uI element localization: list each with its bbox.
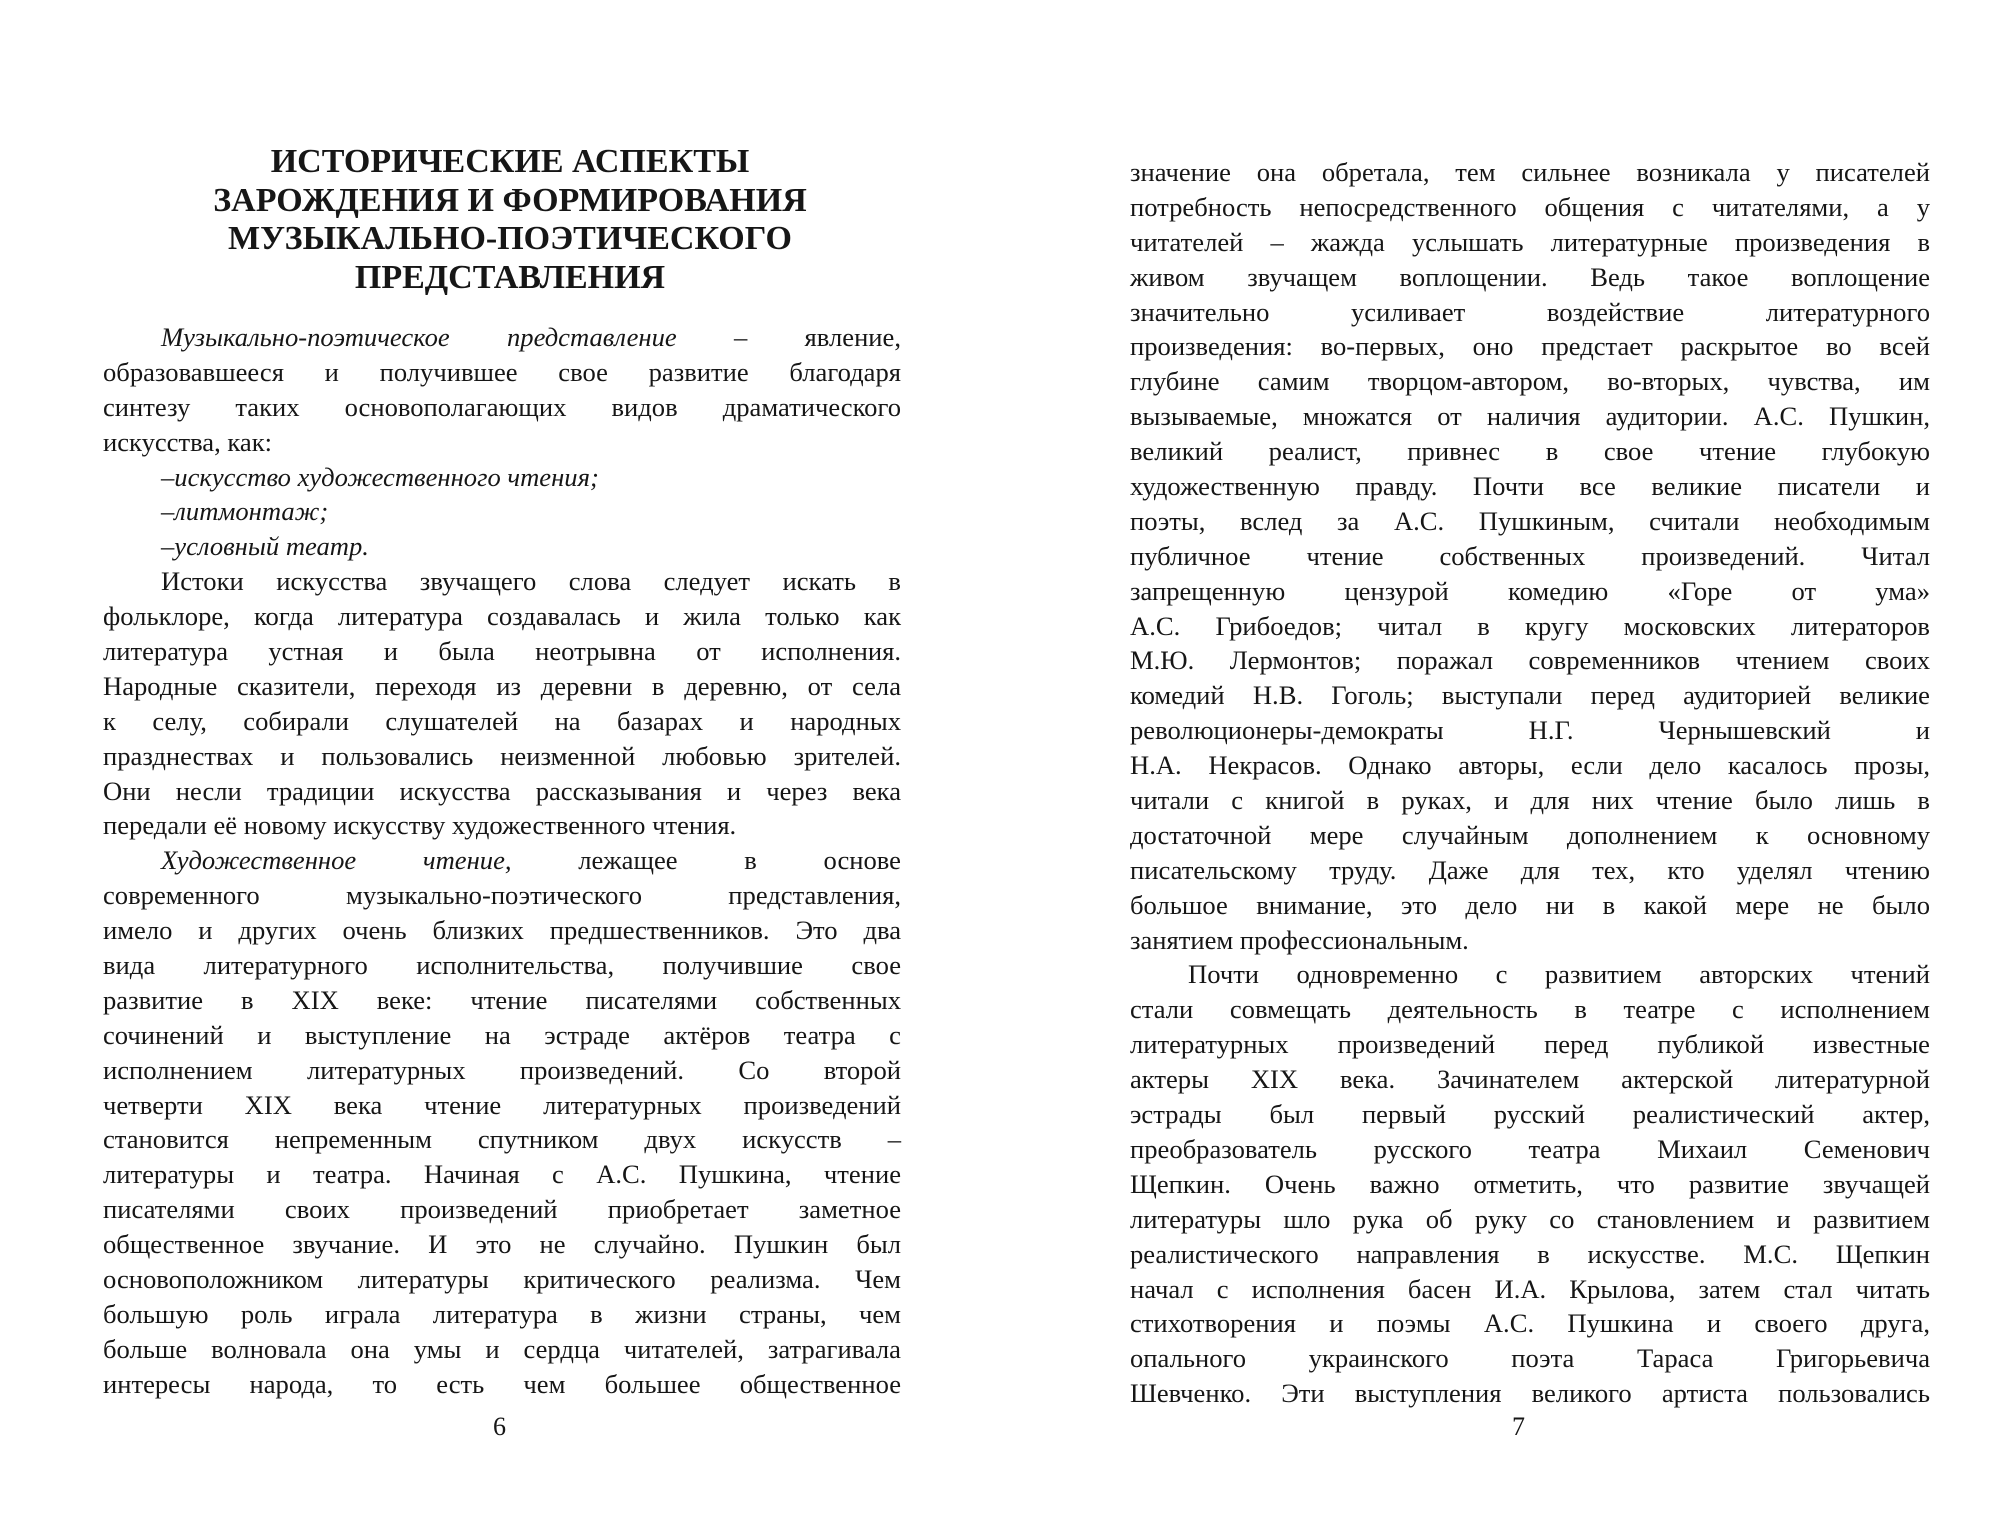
text-line: поэты, вслед за А.С. Пушкиным, считали необходимым [1130,505,1930,536]
list-item: –условный театр. [161,531,369,562]
text-line: имело и других очень близких предшественников. Это два [103,915,901,946]
text-line: литературных произведений перед публикой известные [1130,1029,1930,1060]
term-artistic-reading: Художественное чтение, [161,845,512,876]
term-musical-poetic-performance: Музыкально-поэтическое представление [161,322,677,352]
text-line: достаточной мере случайным дополнением к основному [1130,819,1930,850]
text-line: большую роль играла литература в жизни страны, чем [103,1298,901,1329]
text-line: современного музыкально-поэтического представления, [103,880,901,911]
text-line: сочинений и выступление на эстраде актёров театра с [103,1019,901,1050]
text-line: становится непременным спутником двух искусств – [103,1124,901,1155]
text-line: реалистического направления в искусстве. М.С. Щепкин [1130,1238,1930,1269]
list-item: –искусство художественного чтения; [161,461,599,492]
text-line: Почти одновременно с развитием авторских чтений [1188,959,1930,990]
text-line: Н.А. Некрасов. Однако авторы, если дело касалось прозы, [1130,750,1930,781]
text-line: актеры XIX века. Зачинателем актерской литературной [1130,1064,1930,1095]
text-line: большое внимание, это дело ни в какой мере не было [1130,889,1930,920]
text-line: интересы народа, то есть чем большее общественное [103,1368,901,1399]
title-line: МУЗЫКАЛЬНО-ПОЭТИЧЕСКОГО [228,220,792,257]
text-line: Они несли традиции искусства рассказывания и через века [103,775,901,806]
text-line: литературы и театра. Начиная с А.С. Пушкина, чтение [103,1159,901,1190]
title-line: ПРЕДСТАВЛЕНИЯ [354,258,666,296]
text-line: преобразователь русского театра Михаил Семенович [1130,1133,1930,1164]
text-line: А.С. Грибоедов; читал в кругу московских литераторов [1130,610,1930,641]
text-line: Щепкин. Очень важно отметить, что развитие звучащей [1130,1168,1930,1199]
art-forms-list [103,460,901,565]
text-line: вызываемые, множатся от наличия аудитории. А.С. Пушкин, [1130,401,1930,432]
title-line: ЗАРОЖДЕНИЯ И ФОРМИРОВАНИЯ [213,181,807,219]
page-number: 6 [493,1412,506,1441]
text-line: значение она обретала, тем сильнее возникала у писателей [1130,157,1930,187]
text-line: искусства, как: [103,426,273,457]
text-line: писательскому труду. Даже для тех, кто уделял чтению [1130,854,1930,885]
title-line: ИСТОРИЧЕСКИЕ АСПЕКТЫ [270,143,750,180]
paragraph-intro [103,320,901,460]
chapter-title [90,143,930,297]
text-line: развитие в XIX веке: чтение писателями собственных [103,984,901,1015]
text-line: опального украинского поэта Тараса Григорьевича [1130,1343,1930,1374]
text-line: стали совмещать деятельность в театре с исполнением [1130,994,1930,1025]
text-line: значительно усиливает воздействие литературного [1130,296,1930,327]
paragraph-artistic-reading [103,843,901,1401]
text-line: эстрады был первый русский реалистический актер, [1130,1099,1930,1130]
text-line: больше волновала она умы и сердца читателей, затрагивала [103,1333,901,1364]
text-line: глубине самим творцом-автором, во-вторых, чувства, им [1130,366,1930,397]
text-line: к селу, собирали слушателей на базарах и народных [103,705,901,736]
text-line: революционеры-демократы Н.Г. Чернышевский и [1130,715,1930,746]
text-line: синтезу таких основополагающих видов драматического [103,391,901,422]
text-line: художественную правду. Почти все великие писатели и [1130,471,1930,502]
text-line: Народные сказители, переходя из деревни в деревню, от села [103,670,901,701]
text-line: передали её новому искусству художественного чтения. [103,810,737,841]
text-line: запрещенную цензурой комедию «Горе от ума» [1130,575,1930,606]
text-line: исполнением литературных произведений. Со второй [103,1054,901,1085]
paragraph-actors [1130,957,1930,1411]
text-line: основоположником литературы критического реализма. Чем [103,1264,901,1295]
text-line: Шевченко. Эти выступления великого артиста пользовались [1130,1378,1930,1409]
text-line: живом звучащем воплощении. Ведь такое воплощение [1130,261,1930,292]
right-page [1000,0,2000,1524]
text-line: литература устная и была неотрывна от исполнения. [103,636,901,667]
text-line: потребность непосредственного общения с читателями, а у [1130,191,1930,222]
text-line: образовавшееся и получившее свое развитие благодаря [103,356,901,387]
text-line: начал с исполнения басен И.А. Крылова, затем стал читать [1130,1273,1930,1304]
paragraph-continuation [1130,155,1930,957]
text-line: занятием профессиональным. [1130,924,1469,955]
text-line: Истоки искусства звучащего слова следует искать в [161,566,901,597]
text-line: М.Ю. Лермонтов; поражал современников чтением своих [1130,645,1930,676]
text-line: стихотворения и поэмы А.С. Пушкина и своего друга, [1130,1308,1930,1339]
text-line: произведения: во-первых, оно предстает раскрытое во всей [1130,331,1930,362]
text-line: вида литературного исполнительства, получившие свое [103,950,901,981]
text-line: общественное звучание. И это не случайно. Пушкин был [103,1229,901,1260]
paragraph-origins [103,564,901,843]
right-page-text [1130,155,1930,1411]
text-line: писателями своих произведений приобретает заметное [103,1194,901,1225]
list-item: –литмонтаж; [161,496,329,527]
text-line: комедий Н.В. Гоголь; выступали перед аудиторией великие [1130,680,1930,711]
text-line: читали с книгой в руках, и для них чтение было лишь в [1130,785,1930,816]
left-page-text [103,320,901,1402]
text-line: великий реалист, привнес в свое чтение глубокую [1130,436,1930,467]
text-line: празднествах и пользовались неизменной любовью зрителей. [103,740,901,771]
text-line: Художественное чтение, лежащее в основе [161,845,901,876]
text-line: фольклоре, когда литература создавалась и жила только как [103,601,901,632]
text-line: читателей – жажда услышать литературные произведения в [1130,226,1930,257]
text-line: литературы шло рука об руку со становлением и развитием [1130,1203,1930,1234]
text-line: Музыкально-поэтическое представление – явление, [161,322,901,352]
page-number: 7 [1512,1412,1525,1441]
text-line: публичное чтение собственных произведений. Читал [1130,540,1930,571]
text-line: четверти XIX века чтение литературных произведений [103,1089,901,1120]
